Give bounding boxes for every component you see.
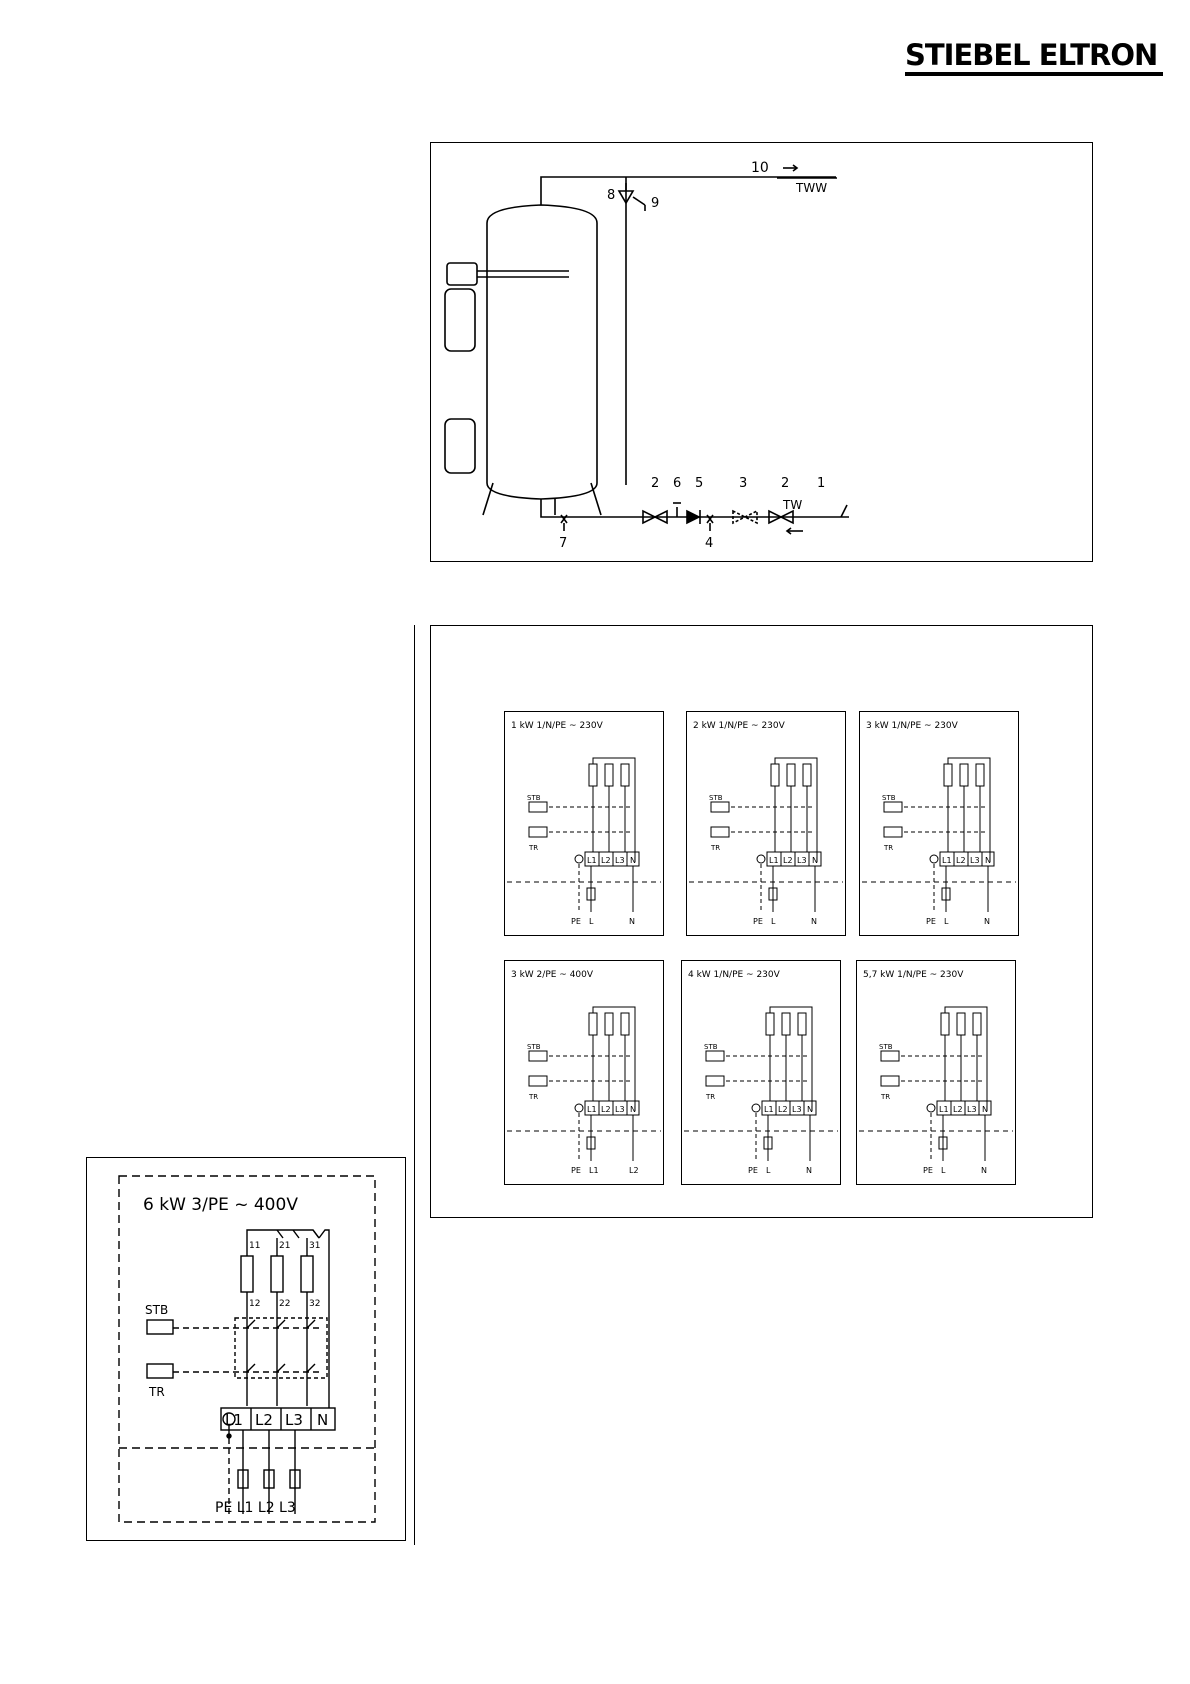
- bottom-label-line: L: [944, 917, 949, 926]
- bottom-label-line: L: [941, 1166, 946, 1175]
- installation-diagram: [431, 143, 1092, 561]
- bottom-label-neutral: N: [806, 1166, 812, 1175]
- terminal-n: N: [982, 1105, 988, 1114]
- tr-label: TR: [149, 1385, 165, 1399]
- label-tww: TWW: [796, 181, 828, 195]
- label-10: 10: [751, 160, 769, 176]
- terminal-n: N: [317, 1411, 329, 1429]
- terminal-l1: L1: [769, 856, 779, 865]
- stb-label: STB: [527, 1043, 541, 1051]
- terminal-n: N: [807, 1105, 813, 1114]
- stb-label: STB: [879, 1043, 893, 1051]
- terminal-l3: L3: [967, 1105, 977, 1114]
- bottom-label-neutral: N: [984, 917, 990, 926]
- tr-label: TR: [529, 1093, 539, 1101]
- large-wiring-diagram: [87, 1158, 405, 1540]
- terminal-l2: L2: [778, 1105, 788, 1114]
- label-4: 4: [705, 536, 714, 551]
- terminal-l1: L1: [587, 1105, 597, 1114]
- label-2b: 2: [781, 476, 790, 491]
- terminal-l1: L1: [764, 1105, 774, 1114]
- contact-31: 31: [309, 1241, 321, 1251]
- tr-label: TR: [706, 1093, 716, 1101]
- label-3: 3: [739, 476, 748, 491]
- bottom-label-pe: PE: [571, 1166, 581, 1175]
- terminal-l3: L3: [615, 1105, 625, 1114]
- tr-label: TR: [884, 844, 894, 852]
- terminal-n: N: [630, 856, 636, 865]
- bottom-label-neutral: L2: [629, 1166, 639, 1175]
- large-wiring-bottom-labels: PE L1 L2 L3: [215, 1500, 296, 1516]
- terminal-l2: L2: [255, 1411, 273, 1429]
- bottom-label-pe: PE: [571, 917, 581, 926]
- terminal-l2: L2: [601, 856, 611, 865]
- bottom-label-line: L1: [589, 1166, 599, 1175]
- wiring-panel-diagram: [505, 712, 663, 935]
- wiring-panel-title: 2 kW 1/N/PE ~ 230V: [693, 721, 785, 731]
- label-7: 7: [559, 536, 568, 551]
- brand-logo: STIEBEL ELTRON: [905, 38, 1158, 72]
- label-6: 6: [673, 476, 682, 491]
- terminal-l3: L3: [792, 1105, 802, 1114]
- brand-logo-underline: [905, 72, 1163, 76]
- large-wiring-title: 6 kW 3/PE ~ 400V: [143, 1195, 298, 1215]
- label-tw: TW: [783, 498, 803, 512]
- terminal-l1: L1: [942, 856, 952, 865]
- tr-label: TR: [529, 844, 539, 852]
- label-2a: 2: [651, 476, 660, 491]
- thermostat-head: [447, 263, 477, 285]
- bottom-label-neutral: N: [981, 1166, 987, 1175]
- wiring-panel-title: 1 kW 1/N/PE ~ 230V: [511, 721, 603, 731]
- wiring-panel-diagram: [860, 712, 1018, 935]
- terminal-n: N: [985, 856, 991, 865]
- hot-water-pipe: [541, 177, 836, 205]
- wiring-panel-diagram: [687, 712, 845, 935]
- bottom-label-pe: PE: [753, 917, 763, 926]
- bottom-label-line: L: [771, 917, 776, 926]
- wiring-panel-5: [681, 960, 841, 1185]
- tr-label: TR: [881, 1093, 891, 1101]
- wiring-panel-diagram: [857, 961, 1015, 1184]
- terminal-l3: L3: [285, 1411, 303, 1429]
- contact-11: 11: [249, 1241, 261, 1251]
- bottom-label-line: L: [589, 917, 594, 926]
- label-5: 5: [695, 476, 704, 491]
- terminal-l3: L3: [970, 856, 980, 865]
- terminal-l2: L2: [783, 856, 793, 865]
- wiring-panel-6: [856, 960, 1016, 1185]
- terminal-l3: L3: [615, 856, 625, 865]
- wiring-panel-diagram: [505, 961, 663, 1184]
- terminal-l3: L3: [797, 856, 807, 865]
- large-wiring-frame: [86, 1157, 406, 1541]
- terminal-l2: L2: [601, 1105, 611, 1114]
- wiring-panel-title: 4 kW 1/N/PE ~ 230V: [688, 970, 780, 980]
- tr-label: TR: [711, 844, 721, 852]
- wiring-panel-diagram: [682, 961, 840, 1184]
- non-return-valve-5: [687, 511, 699, 523]
- wiring-panel-4: [504, 960, 664, 1185]
- wiring-panel-3: [859, 711, 1019, 936]
- label-9: 9: [651, 196, 660, 211]
- storage-tank: [487, 205, 597, 499]
- terminal-l1: L1: [587, 856, 597, 865]
- contact-21: 21: [279, 1241, 291, 1251]
- contact-22: 22: [279, 1299, 291, 1309]
- label-1: 1: [817, 476, 826, 491]
- terminal-l2: L2: [956, 856, 966, 865]
- wiring-panel-2: [686, 711, 846, 936]
- column-divider: [414, 625, 415, 1545]
- installation-diagram-frame: [430, 142, 1093, 562]
- stb-label: STB: [145, 1303, 169, 1317]
- bottom-label-pe: PE: [923, 1166, 933, 1175]
- label-8: 8: [607, 188, 616, 203]
- wiring-panel-title: 3 kW 1/N/PE ~ 230V: [866, 721, 958, 731]
- bottom-label-neutral: N: [811, 917, 817, 926]
- wiring-panel-1: [504, 711, 664, 936]
- stb-label: STB: [704, 1043, 718, 1051]
- bottom-label-line: L: [766, 1166, 771, 1175]
- stb-label: STB: [527, 794, 541, 802]
- wiring-panel-title: 3 kW 2/PE ~ 400V: [511, 970, 594, 980]
- bottom-label-pe: PE: [926, 917, 936, 926]
- terminal-l1: L1: [225, 1411, 243, 1429]
- terminal-n: N: [812, 856, 818, 865]
- terminal-n: N: [630, 1105, 636, 1114]
- stb-label: STB: [882, 794, 896, 802]
- terminal-l1: L1: [939, 1105, 949, 1114]
- terminal-l2: L2: [953, 1105, 963, 1114]
- bottom-label-neutral: N: [629, 917, 635, 926]
- contact-12: 12: [249, 1299, 261, 1309]
- stb-label: STB: [709, 794, 723, 802]
- bottom-label-pe: PE: [748, 1166, 758, 1175]
- wiring-panel-title: 5,7 kW 1/N/PE ~ 230V: [863, 970, 964, 980]
- contact-32: 32: [309, 1299, 321, 1309]
